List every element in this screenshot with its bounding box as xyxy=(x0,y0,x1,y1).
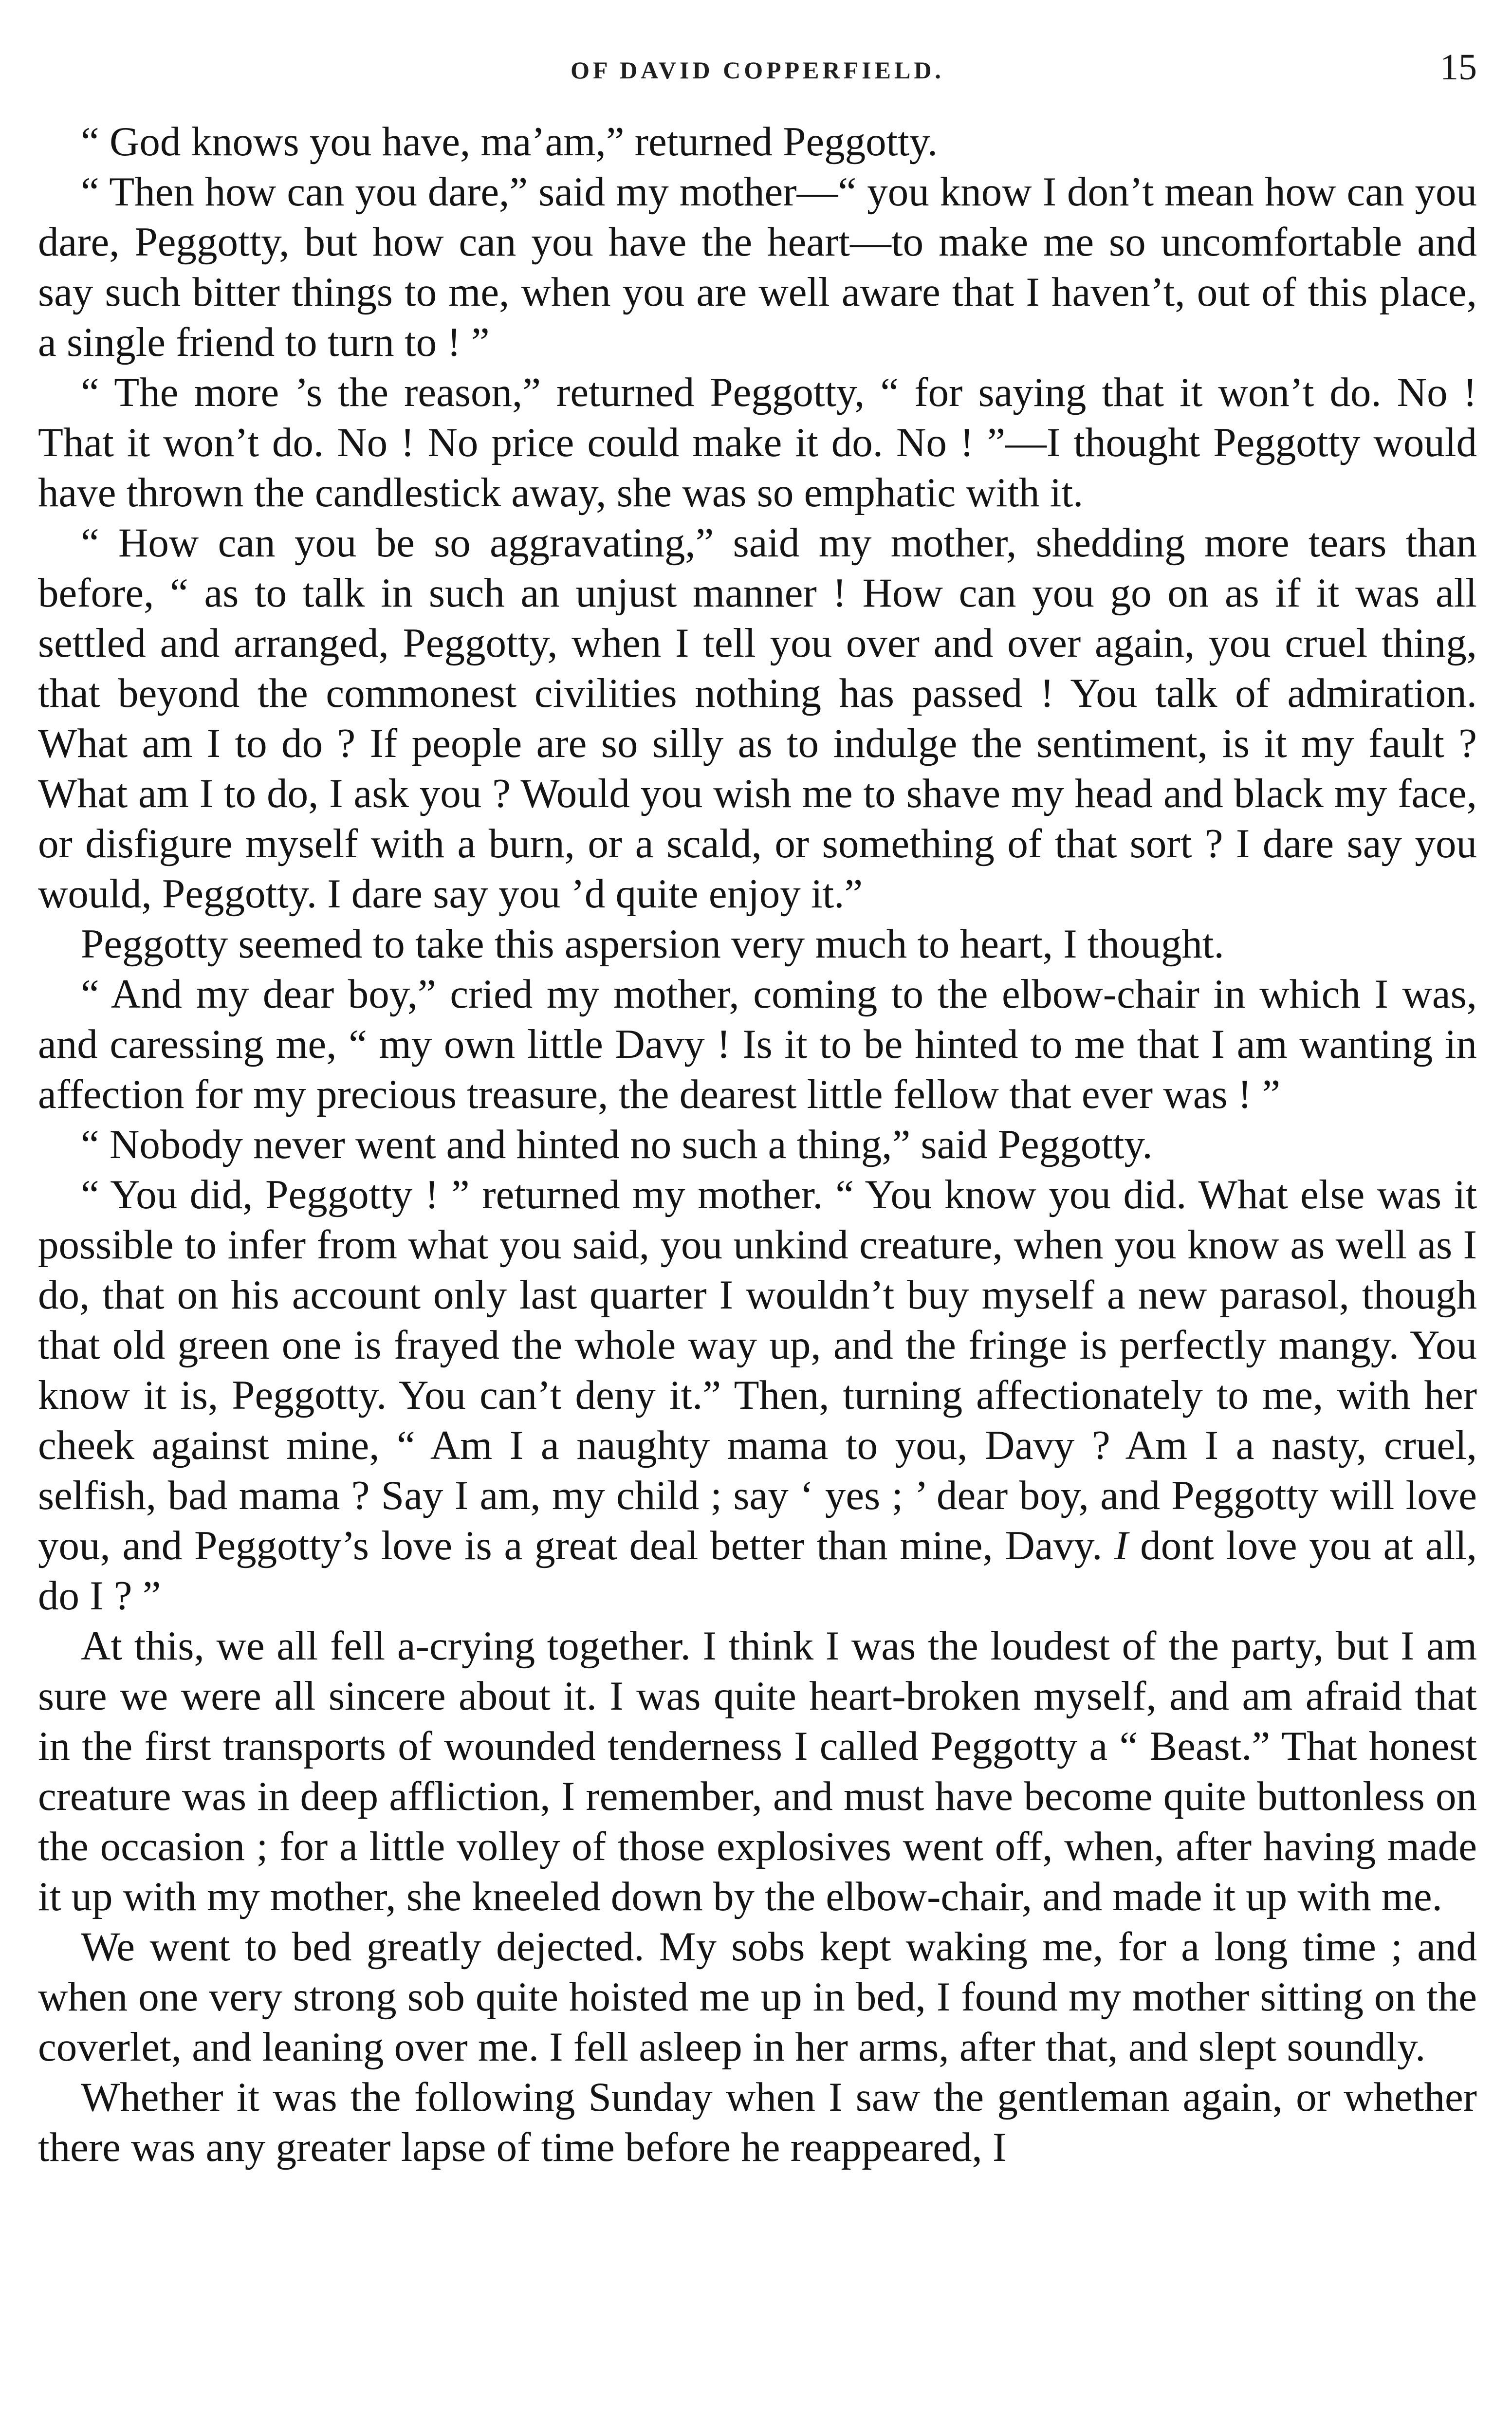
body-text xyxy=(38,117,1477,2173)
paragraph-text: “ You did, Peggotty ! ” returned my mother. “ You know you did. What else was it possible to infer from what you said, you unkind creature, when you know as well as I do, that on his account only last quarter I wouldn’t buy myself a new parasol, though that old green one is frayed the whole way up, and the fringe is perfectly mangy. You know it is, Peggotty. You can’t deny it.” Then, turning affectionately to me, with her cheek against mine, “ Am I a naughty mama to you, Davy ? Am I a nasty, cruel, selfish, bad mama ? Say I am, my child ; say ‘ yes ; ’ dear boy, and Peggotty will love you, and Peggotty’s love is a great deal better than mine, Davy. xyxy=(38,1172,1477,1568)
paragraph: “ God knows you have, ma’am,” returned Peggotty. xyxy=(81,119,938,165)
paragraph: “ Nobody never went and hinted no such a thing,” said Peggotty. xyxy=(81,1122,1153,1167)
paragraph-tail: dont love you at all, do I ? ” xyxy=(38,1523,1477,1619)
paragraph xyxy=(38,1170,1477,1621)
paragraph: At this, we all fell a-crying together. I think I was the loudest of the party, but I am sure we were all sincere about it. I was quite heart-broken myself, and am afraid that in the first transports of wounded tenderness I called Peggotty a “ Beast.” That honest creature was in deep affliction, I remember, and must have become quite buttonless on the occasion ; for a little volley of those explosives went off, when, after having made it up with my mother, she kneeled down by the elbow-chair, and made it up with me. xyxy=(38,1623,1477,1919)
running-title: OF DAVID COPPERFIELD. xyxy=(571,56,944,84)
paragraph: “ How can you be so aggravating,” said my mother, shedding more tears than before, “ as to talk in such an unjust manner ! How can you go on as if it was all settled and arranged, Peggotty, when I tell you over and over again, you cruel thing, that beyond the commonest civilities nothing has passed ! You talk of admiration. What am I to do ? If people are so silly as to indulge the sentiment, is it my fault ? What am I to do, I ask you ? Would you wish me to shave my head and black my face, or disfigure myself with a burn, or a scald, or something of that sort ? I dare say you would, Peggotty. I dare say you ’d quite enjoy it.” xyxy=(38,520,1477,917)
paragraph: We went to bed greatly dejected. My sobs kept waking me, for a long time ; and when one very strong sob quite hoisted me up in bed, I found my mother sitting on the coverlet, and leaning over me. I fell asleep in her arms, after that, and slept soundly. xyxy=(38,1924,1477,2070)
page-number: 15 xyxy=(1440,47,1477,88)
paragraph: “ Then how can you dare,” said my mother—“ you know I don’t mean how can you dare, Peggotty, but how can you have the heart—to make me so uncomfortable and say such bitter things to me, when you are well aware that I haven’t, out of this place, a single friend to turn to ! ” xyxy=(38,169,1477,365)
paragraph: Whether it was the following Sunday when I saw the gentleman again, or whether there was any greater lapse of time before he reappeared, I xyxy=(38,2074,1477,2170)
paragraph: “ The more ’s the reason,” returned Peggotty, “ for saying that it won’t do. No ! That it won’t do. No ! No price could make it do. No ! ”—I thought Peggotty would have thrown the candlestick away, she was so emphatic with it. xyxy=(38,369,1477,516)
italic-word: I xyxy=(1114,1523,1128,1568)
paragraph: Peggotty seemed to take this aspersion very much to heart, I thought. xyxy=(81,921,1224,967)
running-header xyxy=(38,46,1477,100)
paragraph: “ And my dear boy,” cried my mother, coming to the elbow-chair in which I was, and caressing me, “ my own little Davy ! Is it to be hinted to me that I am wanting in affection for my precious treasure, the dearest little fellow that ever was ! ” xyxy=(38,971,1477,1117)
